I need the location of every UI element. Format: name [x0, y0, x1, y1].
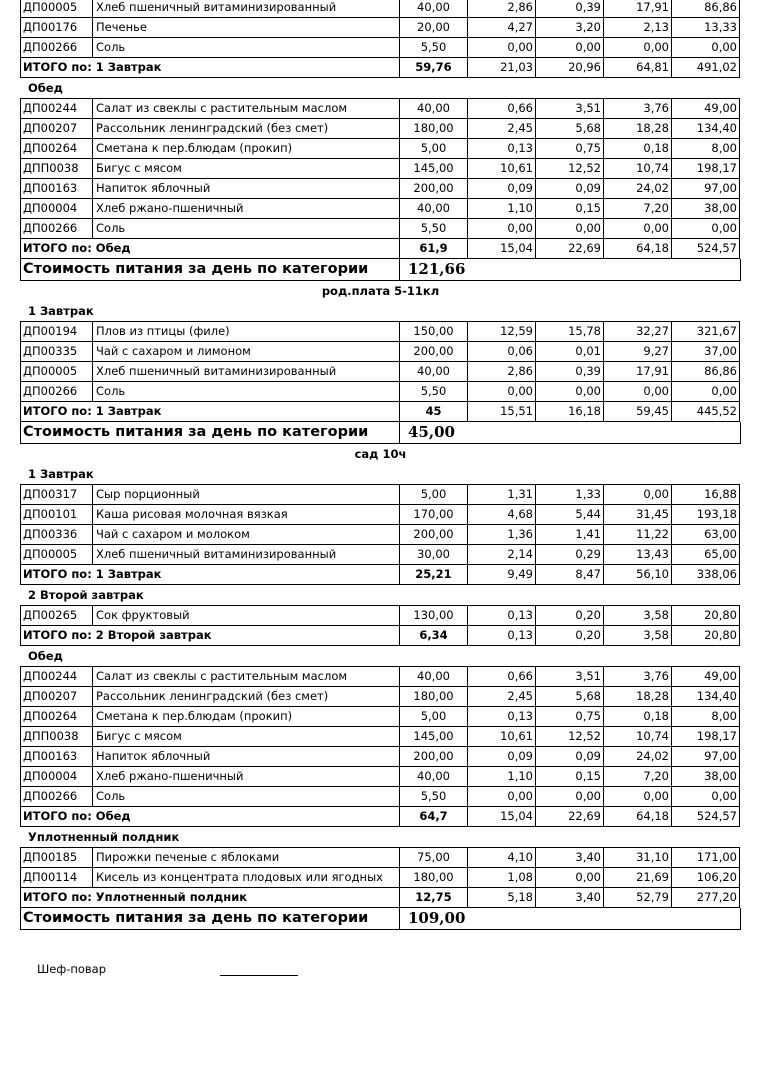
dish-weight: 5,00: [400, 484, 468, 505]
dish-protein: 0,66: [468, 98, 536, 119]
dish-kcal: 86,86: [672, 362, 740, 382]
meal-total-carbs: 52,79: [604, 888, 672, 908]
dish-weight: 40,00: [400, 0, 468, 18]
dish-weight: 40,00: [400, 362, 468, 382]
dish-fat: 0,75: [536, 139, 604, 159]
dish-weight: 180,00: [400, 868, 468, 888]
dish-protein: 0,00: [468, 787, 536, 807]
dish-fat: 3,40: [536, 847, 604, 868]
dish-name: Соль: [93, 787, 400, 807]
dish-row: [20, 707, 741, 727]
dish-code: ДП00264: [20, 707, 93, 727]
dish-weight: 40,00: [400, 199, 468, 219]
dish-carbs: 13,43: [604, 545, 672, 565]
dish-code: ДП00244: [20, 98, 93, 119]
dish-protein: 10,61: [468, 727, 536, 747]
dish-carbs: 21,69: [604, 868, 672, 888]
meal-total-fat: 0,20: [536, 626, 604, 646]
dish-carbs: 17,91: [604, 0, 672, 18]
dish-protein: 0,00: [468, 382, 536, 402]
dish-weight: 5,50: [400, 787, 468, 807]
dish-protein: 0,06: [468, 342, 536, 362]
dish-name: Сыр порционный: [93, 484, 400, 505]
dish-name: Кисель из концентрата плодовых или ягодных: [93, 868, 400, 888]
meal-section-title: Обед: [28, 649, 63, 663]
dish-protein: 2,14: [468, 545, 536, 565]
dish-code: ДП00266: [20, 38, 93, 58]
dish-code: ДП00005: [20, 362, 93, 382]
dish-carbs: 11,22: [604, 525, 672, 545]
meal-total-protein: 9,49: [468, 565, 536, 585]
dish-row: [20, 727, 741, 747]
signature-line: [220, 975, 298, 976]
dish-carbs: 7,20: [604, 767, 672, 787]
dish-protein: 1,36: [468, 525, 536, 545]
dish-fat: 0,29: [536, 545, 604, 565]
dish-name: Хлеб пшеничный витаминизированный: [93, 0, 400, 18]
dish-carbs: 3,76: [604, 666, 672, 687]
dish-row: [20, 847, 741, 868]
dish-fat: 0,39: [536, 362, 604, 382]
dish-fat: 0,09: [536, 179, 604, 199]
dish-code: ДП00176: [20, 18, 93, 38]
dish-fat: 3,20: [536, 18, 604, 38]
dish-carbs: 32,27: [604, 321, 672, 342]
dish-row: [20, 505, 741, 525]
dish-weight: 150,00: [400, 321, 468, 342]
meal-total-row: [20, 402, 741, 422]
meal-total-row: [20, 626, 741, 646]
dish-kcal: 8,00: [672, 139, 740, 159]
meal-total-protein: 15,04: [468, 239, 536, 259]
dish-name: Плов из птицы (филе): [93, 321, 400, 342]
meal-total-kcal: 277,20: [672, 888, 740, 908]
meal-total-fat: 22,69: [536, 807, 604, 827]
dish-row: [20, 199, 741, 219]
dish-code: ДП00004: [20, 767, 93, 787]
dish-fat: 0,20: [536, 605, 604, 626]
dish-row: [20, 38, 741, 58]
dish-weight: 200,00: [400, 525, 468, 545]
dish-name: Рассольник ленинградский (без смет): [93, 687, 400, 707]
meal-section-title: 1 Завтрак: [28, 467, 94, 481]
meal-total-protein: 21,03: [468, 58, 536, 78]
dish-kcal: 63,00: [672, 525, 740, 545]
dish-carbs: 7,20: [604, 199, 672, 219]
meal-total-kcal: 524,57: [672, 807, 740, 827]
dish-weight: 145,00: [400, 159, 468, 179]
dish-name: Бигус с мясом: [93, 159, 400, 179]
meal-total-row: [20, 888, 741, 908]
dish-carbs: 18,28: [604, 687, 672, 707]
meal-section-title: Обед: [28, 81, 63, 95]
dish-kcal: 65,00: [672, 545, 740, 565]
dish-name: Хлеб пшеничный витаминизированный: [93, 545, 400, 565]
dish-row: [20, 0, 741, 18]
dish-weight: 130,00: [400, 605, 468, 626]
dish-code: ДП00163: [20, 179, 93, 199]
dish-carbs: 31,45: [604, 505, 672, 525]
dish-kcal: 38,00: [672, 199, 740, 219]
dish-carbs: 0,18: [604, 139, 672, 159]
dish-row: [20, 139, 741, 159]
dish-protein: 1,08: [468, 868, 536, 888]
dish-carbs: 0,00: [604, 219, 672, 239]
dish-protein: 0,13: [468, 139, 536, 159]
dish-code: ДП00244: [20, 666, 93, 687]
meal-section-title: Уплотненный полдник: [28, 830, 180, 844]
dish-name: Печенье: [93, 18, 400, 38]
dish-protein: 4,27: [468, 18, 536, 38]
daily-cost-value: 109,00: [400, 908, 741, 930]
meal-section-title: 2 Второй завтрак: [28, 588, 144, 602]
meal-total-label: ИТОГО по: Обед: [20, 807, 400, 827]
dish-row: [20, 362, 741, 382]
meal-total-label: ИТОГО по: Обед: [20, 239, 400, 259]
meal-total-fat: 8,47: [536, 565, 604, 585]
dish-protein: 4,68: [468, 505, 536, 525]
dish-fat: 1,41: [536, 525, 604, 545]
dish-weight: 180,00: [400, 687, 468, 707]
daily-cost-label: Стоимость питания за день по категории: [20, 422, 400, 444]
dish-weight: 5,00: [400, 139, 468, 159]
dish-code: ДП00005: [20, 0, 93, 18]
dish-row: [20, 868, 741, 888]
meal-total-kcal: 20,80: [672, 626, 740, 646]
dish-weight: 75,00: [400, 847, 468, 868]
dish-code: ДП00266: [20, 219, 93, 239]
dish-code: ДПП0038: [20, 727, 93, 747]
dish-weight: 40,00: [400, 767, 468, 787]
dish-kcal: 8,00: [672, 707, 740, 727]
dish-row: [20, 484, 741, 505]
dish-carbs: 0,18: [604, 707, 672, 727]
chef-signature-label: Шеф-повар: [37, 962, 107, 976]
dish-fat: 0,15: [536, 199, 604, 219]
dish-row: [20, 666, 741, 687]
meal-total-protein: 0,13: [468, 626, 536, 646]
menu-document: [20, 0, 741, 930]
dish-kcal: 0,00: [672, 382, 740, 402]
dish-carbs: 10,74: [604, 159, 672, 179]
dish-fat: 15,78: [536, 321, 604, 342]
meal-total-kcal: 524,57: [672, 239, 740, 259]
dish-carbs: 24,02: [604, 747, 672, 767]
dish-code: ДП00264: [20, 139, 93, 159]
dish-name: Чай с сахаром и молоком: [93, 525, 400, 545]
meal-total-weight: 59,76: [400, 58, 468, 78]
dish-kcal: 198,17: [672, 159, 740, 179]
meal-total-carbs: 3,58: [604, 626, 672, 646]
dish-carbs: 2,13: [604, 18, 672, 38]
dish-protein: 0,00: [468, 38, 536, 58]
dish-row: [20, 159, 741, 179]
dish-carbs: 10,74: [604, 727, 672, 747]
dish-carbs: 3,58: [604, 605, 672, 626]
dish-kcal: 193,18: [672, 505, 740, 525]
category-title: род.плата 5-11кл: [321, 284, 440, 298]
dish-weight: 200,00: [400, 179, 468, 199]
dish-row: [20, 98, 741, 119]
dish-row: [20, 321, 741, 342]
dish-kcal: 97,00: [672, 747, 740, 767]
meal-total-weight: 61,9: [400, 239, 468, 259]
dish-weight: 200,00: [400, 747, 468, 767]
dish-weight: 5,50: [400, 219, 468, 239]
dish-weight: 200,00: [400, 342, 468, 362]
dish-row: [20, 767, 741, 787]
dish-weight: 145,00: [400, 727, 468, 747]
dish-name: Напиток яблочный: [93, 179, 400, 199]
meal-total-label: ИТОГО по: 1 Завтрак: [20, 565, 400, 585]
dish-protein: 0,09: [468, 747, 536, 767]
dish-row: [20, 179, 741, 199]
dish-name: Пирожки печеные с яблоками: [93, 847, 400, 868]
dish-code: ДП00207: [20, 687, 93, 707]
dish-fat: 0,00: [536, 868, 604, 888]
dish-kcal: 86,86: [672, 0, 740, 18]
dish-weight: 30,00: [400, 545, 468, 565]
meal-total-weight: 6,34: [400, 626, 468, 646]
dish-kcal: 37,00: [672, 342, 740, 362]
meal-total-fat: 3,40: [536, 888, 604, 908]
dish-code: ДП00317: [20, 484, 93, 505]
meal-total-row: [20, 807, 741, 827]
dish-carbs: 0,00: [604, 787, 672, 807]
dish-protein: 0,09: [468, 179, 536, 199]
dish-row: [20, 605, 741, 626]
dish-kcal: 0,00: [672, 787, 740, 807]
dish-protein: 0,66: [468, 666, 536, 687]
dish-name: Соль: [93, 219, 400, 239]
dish-protein: 2,86: [468, 362, 536, 382]
dish-protein: 2,86: [468, 0, 536, 18]
dish-row: [20, 219, 741, 239]
dish-name: Хлеб ржано-пшеничный: [93, 199, 400, 219]
dish-kcal: 321,67: [672, 321, 740, 342]
dish-code: ДП00005: [20, 545, 93, 565]
daily-cost-value: 121,66: [400, 259, 741, 281]
dish-name: Салат из свеклы с растительным маслом: [93, 98, 400, 119]
dish-protein: 0,00: [468, 219, 536, 239]
meal-total-label: ИТОГО по: 2 Второй завтрак: [20, 626, 400, 646]
dish-name: Сметана к пер.блюдам (прокип): [93, 139, 400, 159]
dish-kcal: 49,00: [672, 666, 740, 687]
dish-fat: 0,39: [536, 0, 604, 18]
meal-total-carbs: 64,18: [604, 239, 672, 259]
dish-code: ДП00335: [20, 342, 93, 362]
dish-protein: 2,45: [468, 687, 536, 707]
dish-fat: 12,52: [536, 727, 604, 747]
dish-fat: 0,75: [536, 707, 604, 727]
dish-kcal: 0,00: [672, 219, 740, 239]
dish-row: [20, 525, 741, 545]
dish-row: [20, 382, 741, 402]
meal-total-weight: 25,21: [400, 565, 468, 585]
dish-carbs: 31,10: [604, 847, 672, 868]
meal-total-carbs: 64,18: [604, 807, 672, 827]
dish-kcal: 38,00: [672, 767, 740, 787]
dish-code: ДП00336: [20, 525, 93, 545]
dish-fat: 5,68: [536, 687, 604, 707]
meal-total-kcal: 491,02: [672, 58, 740, 78]
dish-code: ДП00266: [20, 382, 93, 402]
meal-total-carbs: 64,81: [604, 58, 672, 78]
dish-row: [20, 342, 741, 362]
dish-code: ДП00265: [20, 605, 93, 626]
dish-kcal: 171,00: [672, 847, 740, 868]
meal-total-label: ИТОГО по: 1 Завтрак: [20, 58, 400, 78]
meal-total-weight: 64,7: [400, 807, 468, 827]
category-title: сад 10ч: [354, 447, 407, 461]
dish-fat: 3,51: [536, 666, 604, 687]
dish-protein: 2,45: [468, 119, 536, 139]
dish-code: ДП00185: [20, 847, 93, 868]
dish-weight: 170,00: [400, 505, 468, 525]
dish-name: Каша рисовая молочная вязкая: [93, 505, 400, 525]
dish-fat: 0,01: [536, 342, 604, 362]
dish-fat: 12,52: [536, 159, 604, 179]
dish-carbs: 17,91: [604, 362, 672, 382]
dish-protein: 1,31: [468, 484, 536, 505]
dish-name: Рассольник ленинградский (без смет): [93, 119, 400, 139]
meal-total-kcal: 445,52: [672, 402, 740, 422]
dish-kcal: 134,40: [672, 119, 740, 139]
meal-total-protein: 15,51: [468, 402, 536, 422]
dish-name: Напиток яблочный: [93, 747, 400, 767]
dish-fat: 0,00: [536, 219, 604, 239]
dish-name: Хлеб пшеничный витаминизированный: [93, 362, 400, 382]
dish-code: ДП00207: [20, 119, 93, 139]
meal-total-carbs: 56,10: [604, 565, 672, 585]
dish-kcal: 13,33: [672, 18, 740, 38]
meal-total-protein: 5,18: [468, 888, 536, 908]
meal-total-fat: 20,96: [536, 58, 604, 78]
meal-total-label: ИТОГО по: 1 Завтрак: [20, 402, 400, 422]
dish-carbs: 24,02: [604, 179, 672, 199]
dish-kcal: 106,20: [672, 868, 740, 888]
dish-row: [20, 119, 741, 139]
daily-cost-row: [20, 422, 741, 444]
dish-name: Соль: [93, 38, 400, 58]
dish-code: ДП00004: [20, 199, 93, 219]
dish-code: ДП00163: [20, 747, 93, 767]
dish-weight: 180,00: [400, 119, 468, 139]
daily-cost-label: Стоимость питания за день по категории: [20, 259, 400, 281]
dish-weight: 5,50: [400, 382, 468, 402]
dish-fat: 5,68: [536, 119, 604, 139]
daily-cost-label: Стоимость питания за день по категории: [20, 908, 400, 930]
dish-fat: 0,15: [536, 767, 604, 787]
dish-name: Хлеб ржано-пшеничный: [93, 767, 400, 787]
dish-fat: 1,33: [536, 484, 604, 505]
dish-name: Бигус с мясом: [93, 727, 400, 747]
dish-carbs: 18,28: [604, 119, 672, 139]
meal-total-row: [20, 58, 741, 78]
dish-fat: 5,44: [536, 505, 604, 525]
dish-name: Соль: [93, 382, 400, 402]
dish-name: Сок фруктовый: [93, 605, 400, 626]
dish-row: [20, 787, 741, 807]
meal-total-fat: 22,69: [536, 239, 604, 259]
meal-total-carbs: 59,45: [604, 402, 672, 422]
meal-total-weight: 45: [400, 402, 468, 422]
dish-code: ДПП0038: [20, 159, 93, 179]
dish-carbs: 0,00: [604, 382, 672, 402]
meal-total-kcal: 338,06: [672, 565, 740, 585]
dish-kcal: 20,80: [672, 605, 740, 626]
dish-code: ДП00114: [20, 868, 93, 888]
dish-protein: 0,13: [468, 605, 536, 626]
meal-total-weight: 12,75: [400, 888, 468, 908]
dish-protein: 1,10: [468, 199, 536, 219]
dish-weight: 5,00: [400, 707, 468, 727]
daily-cost-row: [20, 259, 741, 281]
dish-kcal: 49,00: [672, 98, 740, 119]
meal-total-row: [20, 565, 741, 585]
meal-total-label: ИТОГО по: Уплотненный полдник: [20, 888, 400, 908]
dish-kcal: 0,00: [672, 38, 740, 58]
dish-fat: 0,09: [536, 747, 604, 767]
dish-weight: 40,00: [400, 98, 468, 119]
dish-protein: 12,59: [468, 321, 536, 342]
dish-fat: 0,00: [536, 38, 604, 58]
dish-name: Сметана к пер.блюдам (прокип): [93, 707, 400, 727]
dish-protein: 4,10: [468, 847, 536, 868]
dish-kcal: 198,17: [672, 727, 740, 747]
dish-kcal: 16,88: [672, 484, 740, 505]
dish-code: ДП00101: [20, 505, 93, 525]
dish-weight: 40,00: [400, 666, 468, 687]
dish-kcal: 134,40: [672, 687, 740, 707]
dish-row: [20, 687, 741, 707]
dish-row: [20, 545, 741, 565]
dish-carbs: 3,76: [604, 98, 672, 119]
daily-cost-row: [20, 908, 741, 930]
dish-fat: 0,00: [536, 382, 604, 402]
daily-cost-value: 45,00: [400, 422, 741, 444]
dish-kcal: 97,00: [672, 179, 740, 199]
dish-weight: 20,00: [400, 18, 468, 38]
dish-carbs: 0,00: [604, 38, 672, 58]
dish-carbs: 0,00: [604, 484, 672, 505]
dish-row: [20, 747, 741, 767]
dish-protein: 0,13: [468, 707, 536, 727]
dish-name: Чай с сахаром и лимоном: [93, 342, 400, 362]
meal-section-title: 1 Завтрак: [28, 304, 94, 318]
dish-weight: 5,50: [400, 38, 468, 58]
dish-fat: 3,51: [536, 98, 604, 119]
meal-total-fat: 16,18: [536, 402, 604, 422]
dish-protein: 10,61: [468, 159, 536, 179]
meal-total-row: [20, 239, 741, 259]
dish-code: ДП00266: [20, 787, 93, 807]
dish-carbs: 9,27: [604, 342, 672, 362]
meal-total-protein: 15,04: [468, 807, 536, 827]
dish-fat: 0,00: [536, 787, 604, 807]
dish-name: Салат из свеклы с растительным маслом: [93, 666, 400, 687]
dish-protein: 1,10: [468, 767, 536, 787]
dish-row: [20, 18, 741, 38]
dish-code: ДП00194: [20, 321, 93, 342]
